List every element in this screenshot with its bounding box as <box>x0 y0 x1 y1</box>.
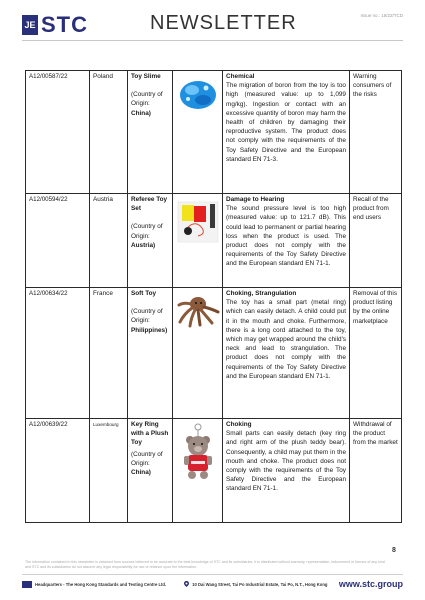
referee-cards-whistle-photo <box>176 198 220 244</box>
origin-label: Origin: <box>131 232 150 240</box>
reference-cell: A12/00634/22 <box>26 288 90 419</box>
product-name: Key Ring with a Plush Toy <box>131 421 169 447</box>
hazard-title: Choking <box>226 421 252 428</box>
origin-info <box>131 307 169 335</box>
image-cell <box>173 288 223 419</box>
product-name: Referee Toy Set <box>131 196 168 213</box>
page-number: 8 <box>392 547 396 554</box>
country-cell: Poland <box>90 71 128 194</box>
product-cell <box>128 194 173 288</box>
location-pin-icon <box>184 581 189 587</box>
product-cell <box>128 71 173 194</box>
origin-info <box>131 222 169 250</box>
table-row <box>26 71 402 194</box>
logo-text: STC <box>41 12 88 37</box>
product-cell <box>128 288 173 419</box>
company-name: Headquarters - The Hong Kong Standards and Testing Centre Ltd. <box>35 581 167 587</box>
hazard-description: The sound pressure level is too high (measured value: up to 121.7 dB). This could lead to permanent or partial hearing loss when the product is used. The product does not comply with the requirements of the Toy Safety Directive and the European standard EN 71-1. <box>226 205 346 268</box>
origin-value: Philippines) <box>131 326 168 334</box>
header-divider <box>22 40 403 41</box>
table-row <box>26 419 402 523</box>
origin-info <box>131 450 169 478</box>
website-link[interactable]: www.stc.group <box>338 579 403 589</box>
company-address: 10 Dai Wang Street, Tai Po Industrial Estate, Tai Po, N.T., Hong Kong <box>192 581 328 587</box>
origin-label: Origin: <box>131 459 150 467</box>
image-cell <box>173 419 223 523</box>
origin-label: (Country of <box>131 223 163 231</box>
measure-cell: Withdrawal of the product from the market <box>350 419 402 523</box>
origin-value: Austria) <box>131 241 156 249</box>
origin-info <box>131 90 169 118</box>
hazard-title: Damage to Hearing <box>226 196 285 203</box>
description-cell <box>223 71 350 194</box>
origin-label: (Country of <box>131 450 163 458</box>
hazard-description: The migration of boron from the toy is too high (measured value: up to 1,099 mg/kg). Ingestion or contact with an excessive quantity of boron may harm the health of children by damaging their reproductive system. The product does not comply with the requirements of the Toy Safety Directive and the European standard EN 71-3. <box>226 82 346 163</box>
hazard-title: Choking, Strangulation <box>226 290 297 297</box>
country-cell: Luxembourg <box>90 419 128 523</box>
measure-cell: Recall of the product from end users <box>350 194 402 288</box>
recall-table <box>25 70 402 523</box>
product-name: Soft Toy <box>131 290 157 297</box>
description-cell <box>223 194 350 288</box>
reference-cell: A12/00587/22 <box>26 71 90 194</box>
description-cell <box>223 288 350 419</box>
origin-value: China) <box>131 109 151 117</box>
hazard-description: The toy has a small part (metal ring) which can easily detach. A child could put it in the mouth and choke. Furthermore, there is a long cord attached to the toy, which may get wrapped around the child's neck and lead to strangulation. The product does not comply with the requirements of the Toy Safety Directive and the European standard EN 71-1. <box>226 299 346 380</box>
page-title: NEWSLETTER <box>150 12 297 34</box>
country-cell: Austria <box>90 194 128 288</box>
origin-label: Origin: <box>131 317 150 325</box>
image-cell <box>173 194 223 288</box>
blue-slime-photo <box>176 75 220 113</box>
disclaimer-text: The information contained in this newsletter is obtained from sources believed to be accurate to the best knowledge of STC and its subsidiaries. It is distributed without warranty, representation, inducement or licence of any kind and STC and its subsidiaries do not assume any legal responsibility for use or reliance upon the information. <box>25 560 385 569</box>
page-footer <box>22 578 403 590</box>
description-cell <box>223 419 350 523</box>
reference-cell: A12/00594/22 <box>26 194 90 288</box>
hazard-title: Chemical <box>226 73 255 80</box>
table-row <box>26 288 402 419</box>
issue-number: Issue no.: 15/22/TCD <box>360 13 403 18</box>
teddy-bear-keyring-photo <box>176 423 220 483</box>
table-row <box>26 194 402 288</box>
footer-divider <box>22 574 403 575</box>
hazard-description: Small parts can easily detach (key ring and right arm of the plush teddy bear). Consequently, a child may put them in the mouth and choke. The product does not comply with the requirements of the Toy Safety Directive and the European standard EN 71-1. <box>226 430 346 493</box>
origin-label: (Country of <box>131 308 163 316</box>
measure-cell: Removal of this product listing by the online marketplace <box>350 288 402 419</box>
logo-mark-icon: JE <box>22 15 38 35</box>
newsletter-header <box>0 0 425 52</box>
reference-cell: A12/00639/22 <box>26 419 90 523</box>
stc-logo <box>22 12 88 38</box>
origin-label: (Country of <box>131 91 163 99</box>
measure-cell: Warning consumers of the risks <box>350 71 402 194</box>
stc-mini-logo-icon <box>22 581 32 588</box>
product-name: Toy Slime <box>131 73 161 80</box>
octopus-soft-toy-photo <box>176 292 220 328</box>
origin-value: China) <box>131 469 151 477</box>
country-cell: France <box>90 288 128 419</box>
product-cell <box>128 419 173 523</box>
origin-label: Origin: <box>131 100 150 108</box>
image-cell <box>173 71 223 194</box>
